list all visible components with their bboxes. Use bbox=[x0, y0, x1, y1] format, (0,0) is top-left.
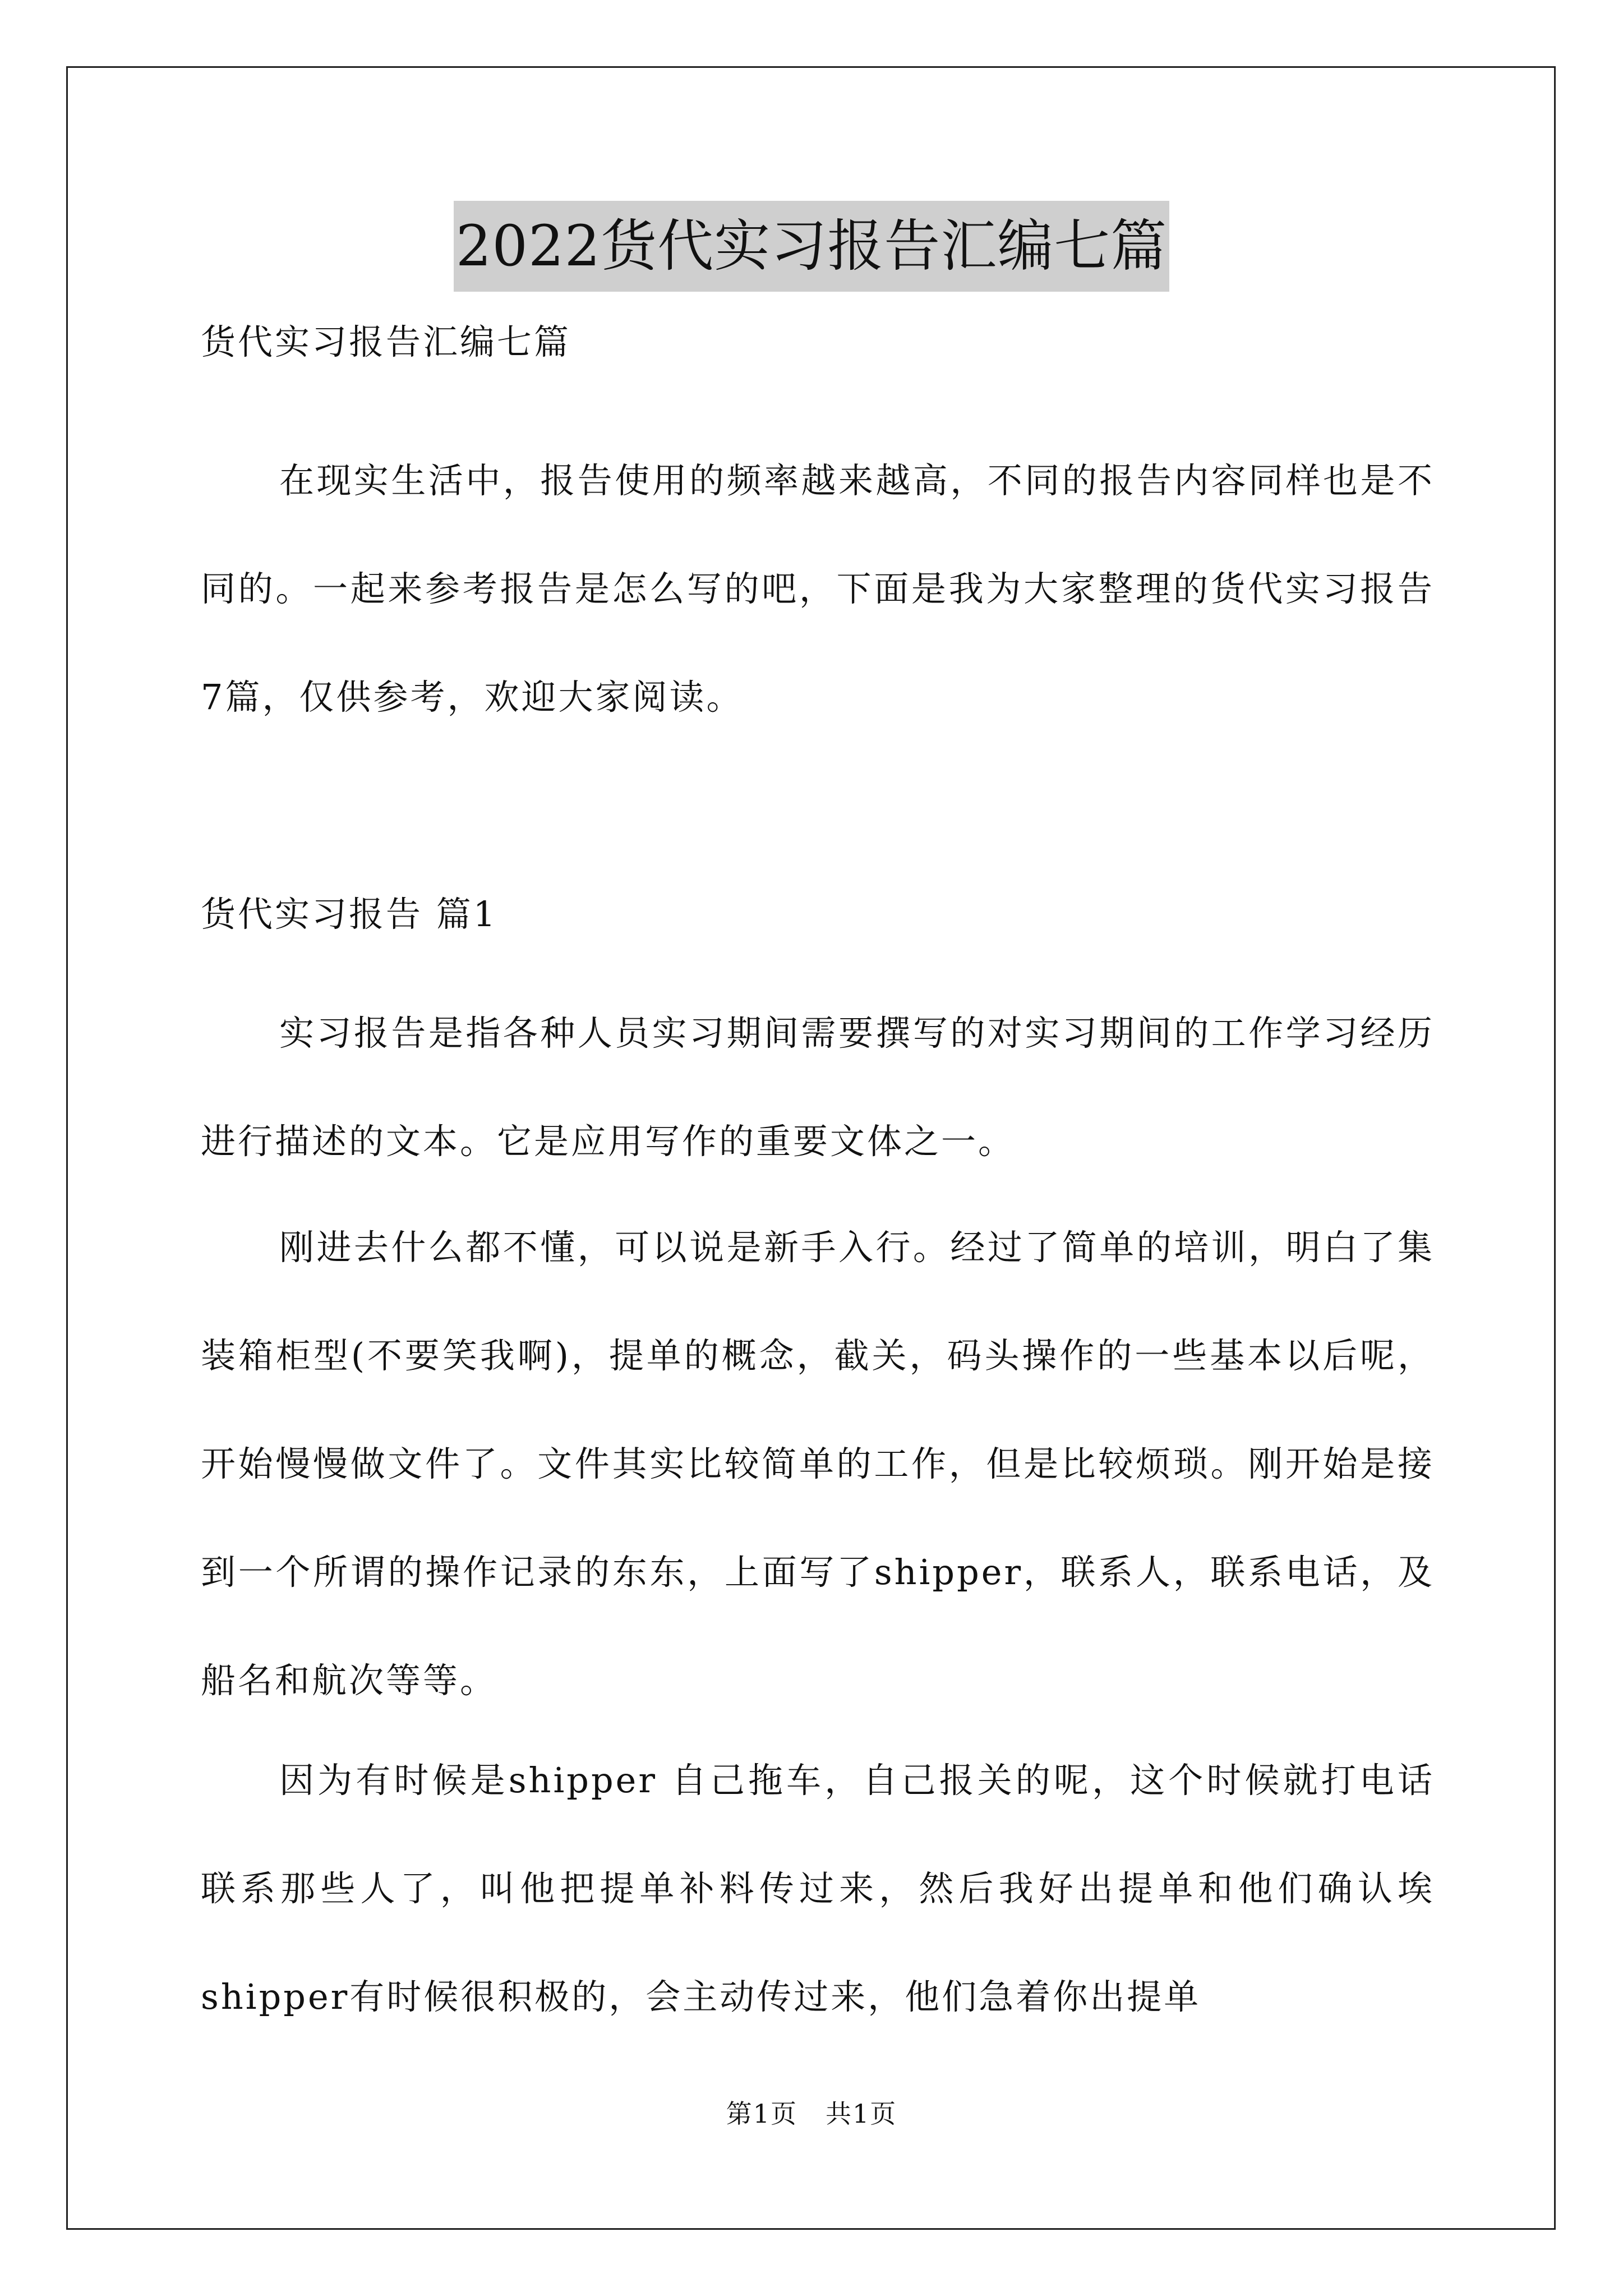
paragraph-1: 实习报告是指各种人员实习期间需要撰写的对实习期间的工作学习经历进行描述的文本。它是应用写作的重要文体之一。 bbox=[201, 1013, 1435, 1162]
page-footer bbox=[0, 2097, 1623, 2131]
paragraph-2: 刚进去什么都不懂，可以说是新手入行。经过了简单的培训，明白了集装箱柜型(不要笑我啊)，提单的概念，截关，码头操作的一些基本以后呢，开始慢慢做文件了。文件其实比较简单的工作，但是比较烦琐。刚开始是接到一个所谓的操作记录的东东，上面写了shipper，联系人，联系电话，及船名和航次等等。 bbox=[201, 1227, 1435, 1701]
title-container bbox=[0, 201, 1623, 292]
document-title: 2022货代实习报告汇编七篇 bbox=[454, 201, 1170, 292]
paragraph-3: 因为有时候是shipper 自己拖车，自己报关的呢，这个时候就打电话联系那些人了，叫他把提单补料传过来，然后我好出提单和他们确认埃shipper有时候很积极的，会主动传过来，他们急着你出提单 bbox=[201, 1760, 1435, 2017]
page-total: 共1页 bbox=[826, 2099, 897, 2129]
document-subtitle: 货代实习报告汇编七篇 bbox=[201, 321, 571, 362]
page-number: 第1页 bbox=[726, 2099, 797, 2129]
section-heading: 货代实习报告 篇1 bbox=[201, 894, 498, 935]
intro-paragraph: 在现实生活中，报告使用的频率越来越高，不同的报告内容同样也是不同的。一起来参考报告是怎么写的吧，下面是我为大家整理的货代实习报告7篇，仅供参考，欢迎大家阅读。 bbox=[201, 460, 1435, 717]
